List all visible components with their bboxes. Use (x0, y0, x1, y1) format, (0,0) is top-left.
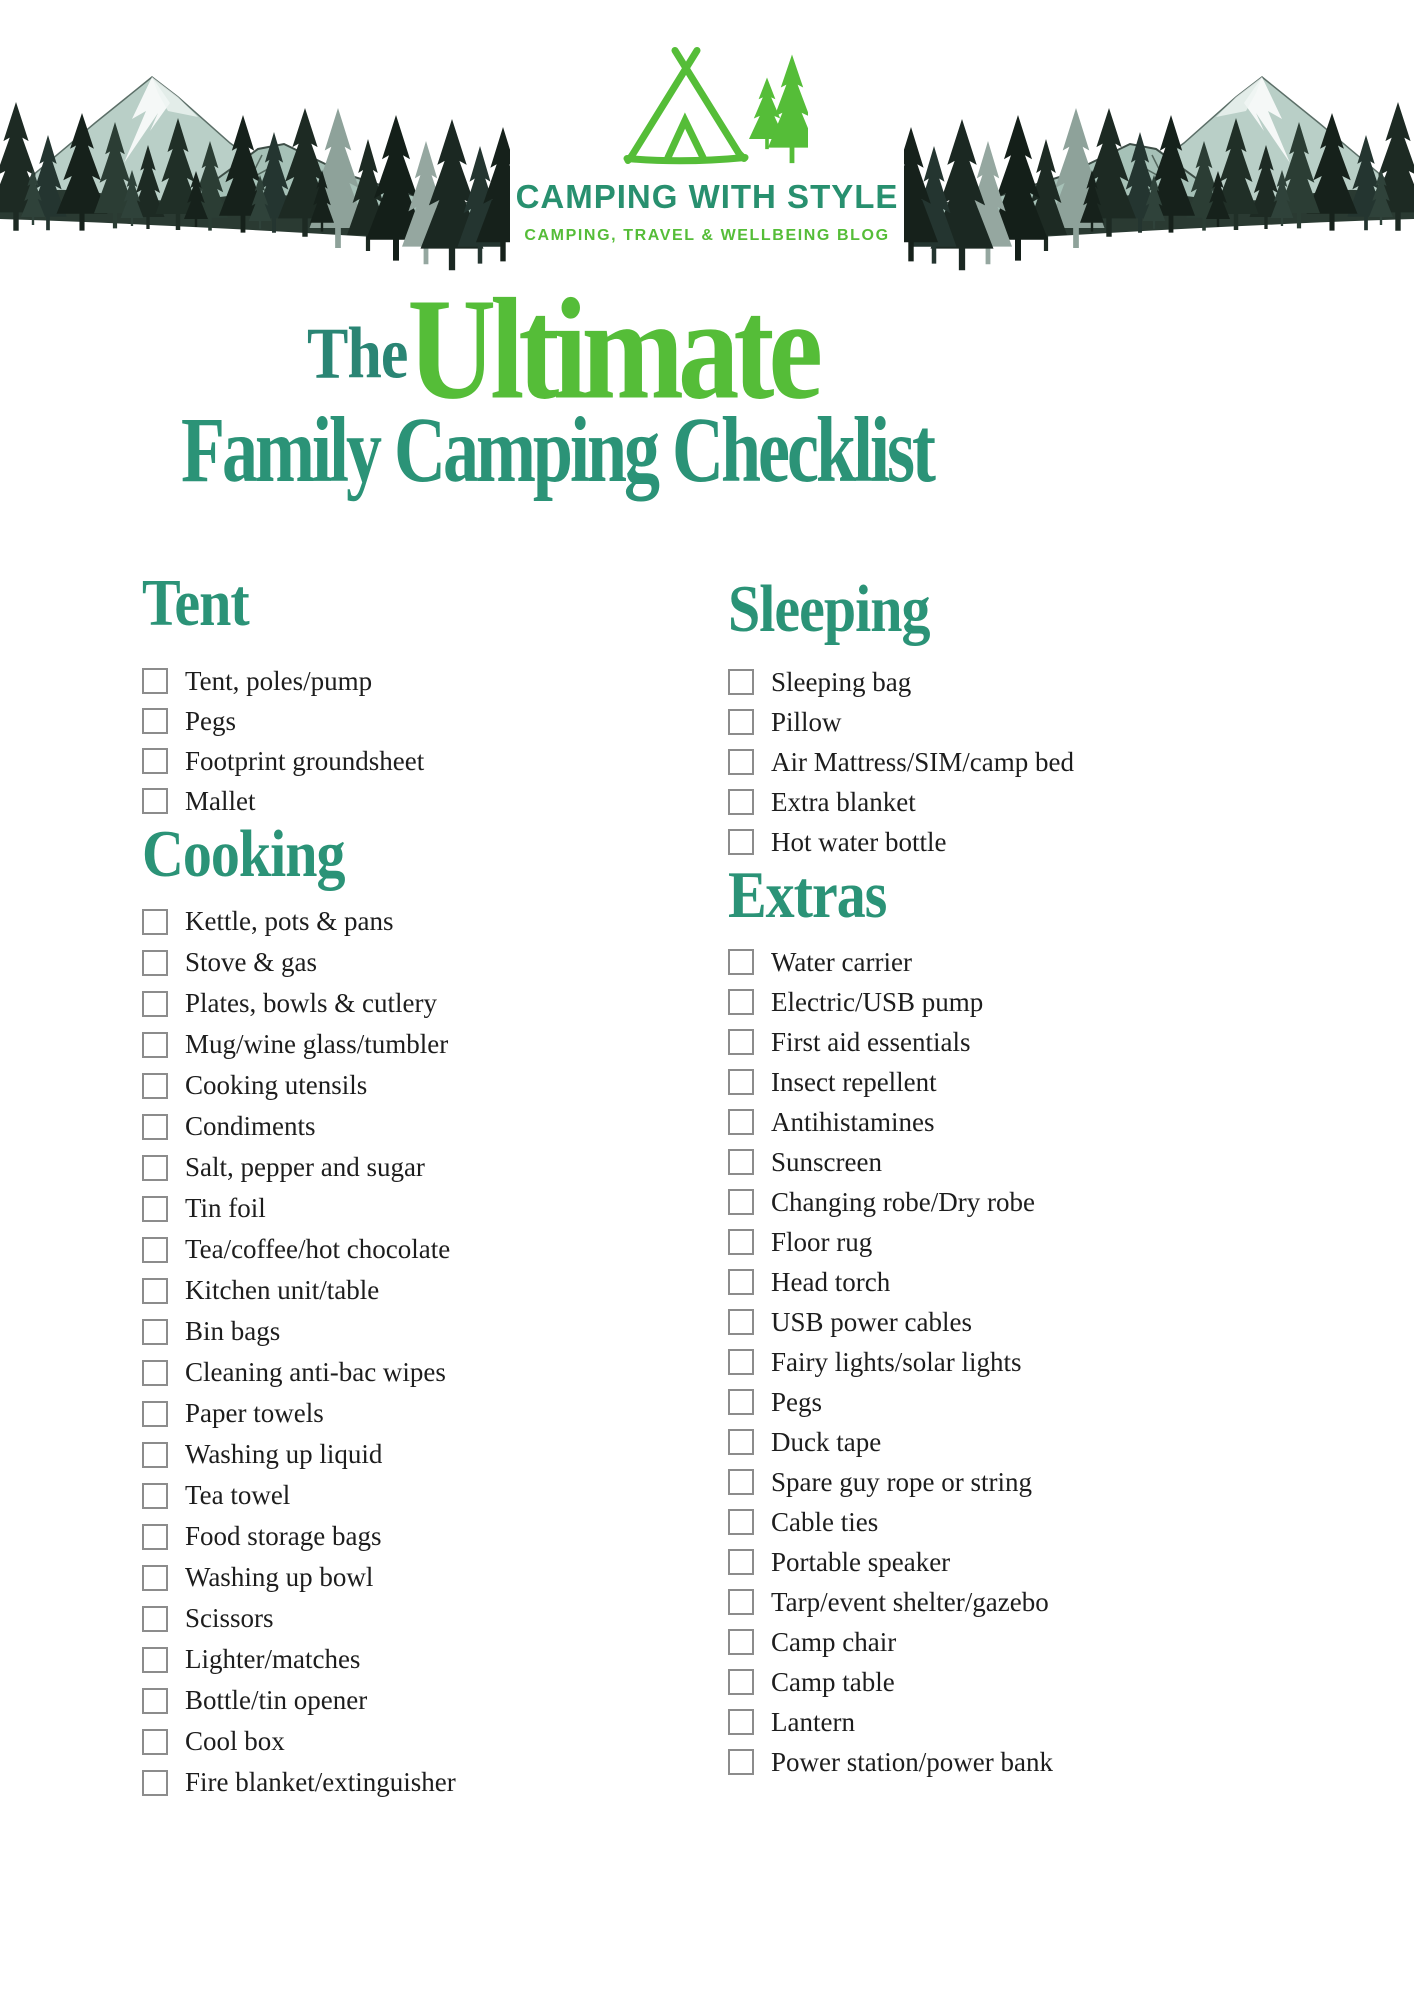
checklist-item-label: Bottle/tin opener (185, 1685, 368, 1715)
checklist-item-label: First aid essentials (771, 1026, 971, 1057)
checklist-item-label: Lantern (771, 1706, 855, 1737)
checkbox[interactable] (142, 991, 168, 1017)
checklist-item-label: Changing robe/Dry robe (771, 1186, 1035, 1217)
checkbox[interactable] (142, 1319, 168, 1345)
checkbox[interactable] (142, 748, 168, 774)
checkbox[interactable] (142, 1606, 168, 1632)
section-heading-sleeping: Sleeping (728, 571, 930, 647)
checklist-item-label: Tent, poles/pump (185, 665, 373, 696)
checklist-row (142, 1270, 612, 1311)
checklist-item-label: Antihistamines (771, 1106, 935, 1137)
checklist-row (728, 662, 1348, 702)
checklist-row (728, 1262, 1348, 1302)
checkbox[interactable] (142, 1483, 168, 1509)
checkbox[interactable] (728, 669, 754, 695)
checklist-row (728, 1222, 1348, 1262)
checklist-row (142, 901, 612, 942)
checklist-item-label: Spare guy rope or string (771, 1466, 1032, 1497)
checklist-row (142, 781, 612, 821)
checklist-row (728, 1742, 1348, 1782)
checklist-row (728, 1062, 1348, 1102)
checklist-item-label: Cable ties (771, 1506, 879, 1537)
checklist-item-label: Mug/wine glass/tumbler (185, 1029, 449, 1059)
checklist-item-label: Cooking utensils (185, 1070, 368, 1100)
checkbox[interactable] (142, 788, 168, 814)
checklist-row (142, 741, 612, 781)
checklist-item-label: Food storage bags (185, 1521, 382, 1551)
checkbox[interactable] (728, 1429, 754, 1455)
checkbox[interactable] (142, 1401, 168, 1427)
page-title: Family Camping Checklist (180, 397, 934, 502)
checkbox[interactable] (142, 1032, 168, 1058)
checklist-item-label: Portable speaker (771, 1546, 951, 1577)
title-highlight: Ultimate (407, 267, 818, 430)
checkbox[interactable] (142, 1196, 168, 1222)
checklist-item-label: Bin bags (185, 1316, 281, 1346)
checklist-item-label: Power station/power bank (771, 1746, 1053, 1777)
checklist-row (142, 1229, 612, 1270)
checklist-row (142, 1024, 612, 1065)
checkbox[interactable] (728, 1629, 754, 1655)
checklist-item-label: Electric/USB pump (771, 986, 984, 1017)
checklist-item-label: Pillow (771, 706, 842, 737)
checklist-row (142, 1311, 612, 1352)
checklist-item-label: Cleaning anti-bac wipes (185, 1357, 446, 1387)
checkbox[interactable] (142, 708, 168, 734)
checkbox[interactable] (728, 789, 754, 815)
checklist-row (142, 1557, 612, 1598)
checkbox[interactable] (142, 1155, 168, 1181)
checklist-row (142, 1762, 612, 1803)
checklist-row (142, 1434, 612, 1475)
checklist-row (728, 942, 1348, 982)
section-heading-tent: Tent (142, 565, 249, 641)
checklist-item-label: USB power cables (771, 1306, 972, 1337)
checklist-row (728, 1142, 1348, 1182)
checkbox[interactable] (142, 1442, 168, 1468)
checklist-item-label: Camp chair (771, 1626, 897, 1657)
checklist-row (728, 1702, 1348, 1742)
mountain-forest-banner-right (904, 55, 1414, 280)
checklist-item-label: Pegs (771, 1386, 823, 1417)
checklist-row (142, 1598, 612, 1639)
checklist-item-label: Extra blanket (771, 786, 916, 817)
checklist-item-label: Camp table (771, 1666, 895, 1697)
checklist-row (142, 1516, 612, 1557)
checkbox[interactable] (142, 1647, 168, 1673)
column-right (728, 571, 1348, 1782)
checklist-item-label: Scissors (185, 1603, 274, 1633)
checklist-item-label: Kitchen unit/table (185, 1275, 380, 1305)
checklist-item-label: Washing up liquid (185, 1439, 383, 1469)
checkbox[interactable] (142, 668, 168, 694)
checklist-row (728, 702, 1348, 742)
checklist-row (142, 661, 612, 701)
checkbox[interactable] (728, 1229, 754, 1255)
checklist-item-label: Air Mattress/SIM/camp bed (771, 746, 1074, 777)
checklist-row (142, 942, 612, 983)
section-heading-cooking: Cooking (142, 816, 345, 892)
checklist-item-label: Kettle, pots & pans (185, 906, 394, 936)
checklist-row (728, 982, 1348, 1022)
checkbox[interactable] (142, 909, 168, 935)
checklist-cooking (142, 901, 612, 1803)
checklist-item-label: Paper towels (185, 1398, 324, 1428)
checkbox[interactable] (728, 1069, 754, 1095)
checklist-row (142, 1639, 612, 1680)
checklist-row (728, 1102, 1348, 1142)
checklist-item-label: Floor rug (771, 1226, 873, 1257)
checkbox[interactable] (142, 1114, 168, 1140)
checkbox[interactable] (728, 1509, 754, 1535)
checklist-item-label: Sleeping bag (771, 666, 912, 697)
checkbox[interactable] (142, 1565, 168, 1591)
checklist-item-label: Footprint groundsheet (185, 745, 425, 776)
checklist-row (142, 701, 612, 741)
checklist-item-label: Mallet (185, 785, 256, 816)
checklist-row (142, 983, 612, 1024)
checklist-row (728, 782, 1348, 822)
checkbox[interactable] (728, 1149, 754, 1175)
brand-tagline: CAMPING, TRAVEL & WELLBEING BLOG (524, 227, 890, 244)
checklist-item-label: Condiments (185, 1111, 316, 1141)
checklist-item-label: Fire blanket/extinguisher (185, 1767, 456, 1797)
checkbox[interactable] (728, 1709, 754, 1735)
checkbox[interactable] (728, 1749, 754, 1775)
checklist-tent (142, 661, 612, 821)
mountain-forest-banner-left (0, 55, 510, 280)
checklist-row (142, 1147, 612, 1188)
checklist-row (728, 1422, 1348, 1462)
checklist-row (728, 742, 1348, 782)
brand-wordmark: CAMPING WITH STYLE (515, 178, 899, 215)
checklist-row (728, 1662, 1348, 1702)
checklist-row (728, 1342, 1348, 1382)
checkbox[interactable] (142, 1073, 168, 1099)
checkbox[interactable] (142, 1524, 168, 1550)
checklist-row (142, 1352, 612, 1393)
tent-logo-icon (618, 42, 808, 170)
checklist-item-label: Tea towel (185, 1480, 291, 1510)
checkbox[interactable] (142, 1770, 168, 1796)
checkbox[interactable] (728, 989, 754, 1015)
checklist-item-label: Plates, bowls & cutlery (185, 988, 437, 1018)
checklist-row (142, 1393, 612, 1434)
checklist-item-label: Insect repellent (771, 1066, 937, 1097)
checkbox[interactable] (728, 1389, 754, 1415)
checklist-sleeping (728, 662, 1348, 862)
checklist-row (728, 1502, 1348, 1542)
checkbox[interactable] (728, 829, 754, 855)
checklist-item-label: Tea/coffee/hot chocolate (185, 1234, 451, 1264)
checkbox[interactable] (142, 1278, 168, 1304)
checkbox[interactable] (728, 1269, 754, 1295)
checklist-row (728, 822, 1348, 862)
column-left (142, 565, 612, 1803)
checklist-item-label: Lighter/matches (185, 1644, 361, 1674)
checkbox[interactable] (728, 1109, 754, 1135)
checkbox[interactable] (142, 950, 168, 976)
checklist-item-label: Pegs (185, 705, 237, 736)
checklist-extras (728, 942, 1348, 1782)
section-heading-extras: Extras (728, 857, 887, 933)
checklist-row (728, 1462, 1348, 1502)
checklist-row (142, 1680, 612, 1721)
checkbox[interactable] (728, 1309, 754, 1335)
checkbox[interactable] (142, 1688, 168, 1714)
checklist-row (728, 1622, 1348, 1662)
checklist-row (142, 1065, 612, 1106)
checkbox[interactable] (728, 1589, 754, 1615)
checklist-row (142, 1721, 612, 1762)
checklist-row (728, 1182, 1348, 1222)
checkbox[interactable] (728, 709, 754, 735)
checkbox[interactable] (728, 1549, 754, 1575)
checklist-row (728, 1382, 1348, 1422)
checklist-item-label: Washing up bowl (185, 1562, 374, 1592)
checkbox[interactable] (142, 1360, 168, 1386)
checklist-item-label: Sunscreen (771, 1146, 882, 1177)
checklist-row (728, 1582, 1348, 1622)
checklist-item-label: Stove & gas (185, 947, 317, 977)
checklist-item-label: Water carrier (771, 946, 912, 977)
checkbox[interactable] (142, 1729, 168, 1755)
checklist-row (142, 1106, 612, 1147)
checkbox[interactable] (142, 1237, 168, 1263)
checklist-row (142, 1475, 612, 1516)
checkbox[interactable] (728, 949, 754, 975)
checkbox[interactable] (728, 1349, 754, 1375)
checklist-item-label: Cool box (185, 1726, 285, 1756)
checklist-row (728, 1022, 1348, 1062)
checkbox[interactable] (728, 1469, 754, 1495)
checkbox[interactable] (728, 1189, 754, 1215)
checklist-row (728, 1302, 1348, 1342)
checklist-row (728, 1542, 1348, 1582)
checklist-item-label: Hot water bottle (771, 826, 947, 857)
checklist-row (142, 1188, 612, 1229)
checklist-item-label: Tin foil (185, 1193, 266, 1223)
checklist-item-label: Duck tape (771, 1426, 882, 1457)
checklist-item-label: Salt, pepper and sugar (185, 1152, 425, 1182)
checkbox[interactable] (728, 749, 754, 775)
checklist-item-label: Fairy lights/solar lights (771, 1346, 1022, 1377)
checklist-item-label: Tarp/event shelter/gazebo (771, 1586, 1049, 1617)
title-prefix: The (306, 313, 408, 394)
checklist-item-label: Head torch (771, 1266, 891, 1297)
checkbox[interactable] (728, 1029, 754, 1055)
checkbox[interactable] (728, 1669, 754, 1695)
